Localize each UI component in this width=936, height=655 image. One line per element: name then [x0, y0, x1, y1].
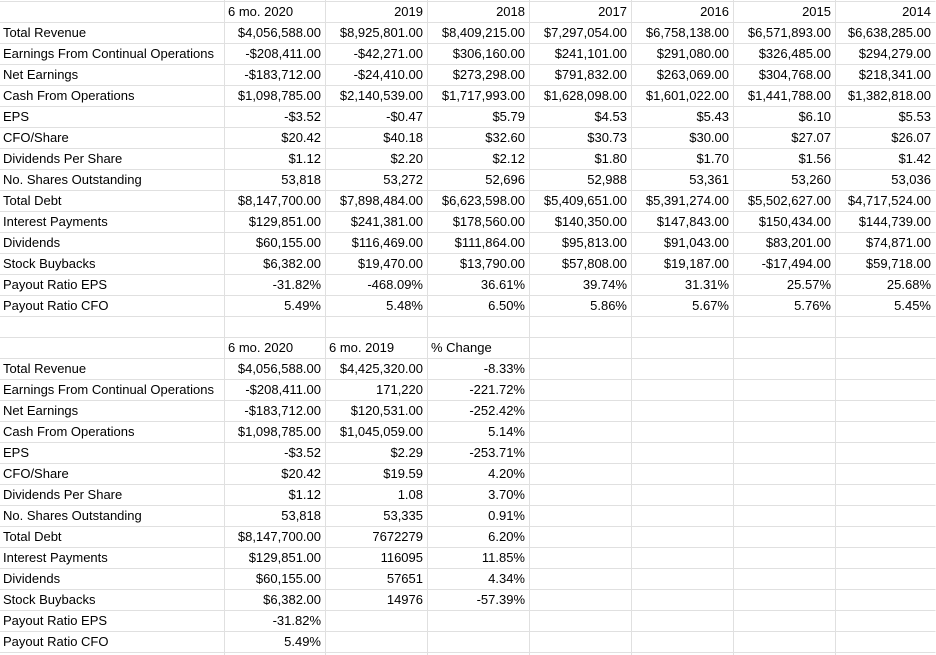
value-cell[interactable]: $1.70: [632, 149, 734, 170]
row-label[interactable]: Interest Payments: [0, 212, 225, 233]
empty-cell[interactable]: [836, 611, 936, 632]
value-cell[interactable]: $140,350.00: [530, 212, 632, 233]
row-label[interactable]: Payout Ratio CFO: [0, 296, 225, 317]
value-cell[interactable]: $4,056,588.00: [225, 23, 326, 44]
row-label[interactable]: Interest Payments: [0, 548, 225, 569]
value-cell[interactable]: -31.82%: [225, 611, 326, 632]
empty-cell[interactable]: [326, 317, 428, 338]
empty-cell[interactable]: [734, 443, 836, 464]
empty-cell[interactable]: [836, 422, 936, 443]
value-cell[interactable]: 52,988: [530, 170, 632, 191]
value-cell[interactable]: $7,898,484.00: [326, 191, 428, 212]
empty-cell[interactable]: [836, 485, 936, 506]
value-cell[interactable]: $218,341.00: [836, 65, 936, 86]
value-cell[interactable]: $5.79: [428, 107, 530, 128]
value-cell[interactable]: $1,717,993.00: [428, 86, 530, 107]
empty-cell[interactable]: [530, 359, 632, 380]
column-header[interactable]: 6 mo. 2019: [326, 338, 428, 359]
value-cell[interactable]: $13,790.00: [428, 254, 530, 275]
row-label[interactable]: EPS: [0, 107, 225, 128]
row-label[interactable]: Cash From Operations: [0, 86, 225, 107]
value-cell[interactable]: 5.67%: [632, 296, 734, 317]
value-cell[interactable]: $5.43: [632, 107, 734, 128]
row-label[interactable]: Earnings From Continual Operations: [0, 44, 225, 65]
value-cell[interactable]: 5.49%: [225, 296, 326, 317]
column-header[interactable]: 2019: [326, 2, 428, 23]
value-cell[interactable]: $83,201.00: [734, 233, 836, 254]
value-cell[interactable]: -468.09%: [326, 275, 428, 296]
value-cell[interactable]: $1.56: [734, 149, 836, 170]
value-cell[interactable]: $263,069.00: [632, 65, 734, 86]
value-cell[interactable]: $326,485.00: [734, 44, 836, 65]
value-cell[interactable]: $19.59: [326, 464, 428, 485]
value-cell[interactable]: 53,818: [225, 506, 326, 527]
value-cell[interactable]: $2.12: [428, 149, 530, 170]
empty-cell[interactable]: [734, 464, 836, 485]
row-label[interactable]: Earnings From Continual Operations: [0, 380, 225, 401]
empty-cell[interactable]: [836, 464, 936, 485]
value-cell[interactable]: $57,808.00: [530, 254, 632, 275]
value-cell[interactable]: $1.80: [530, 149, 632, 170]
value-cell[interactable]: 4.20%: [428, 464, 530, 485]
value-cell[interactable]: $1,628,098.00: [530, 86, 632, 107]
value-cell[interactable]: 31.31%: [632, 275, 734, 296]
empty-cell[interactable]: [836, 443, 936, 464]
empty-cell[interactable]: [734, 359, 836, 380]
value-cell[interactable]: $6,382.00: [225, 254, 326, 275]
value-cell[interactable]: 25.57%: [734, 275, 836, 296]
value-cell[interactable]: $6,382.00: [225, 590, 326, 611]
empty-cell[interactable]: [836, 548, 936, 569]
empty-cell[interactable]: [326, 632, 428, 653]
empty-cell[interactable]: [632, 443, 734, 464]
value-cell[interactable]: $19,187.00: [632, 254, 734, 275]
value-cell[interactable]: 53,036: [836, 170, 936, 191]
empty-cell[interactable]: [734, 380, 836, 401]
row-label[interactable]: EPS: [0, 443, 225, 464]
value-cell[interactable]: $1,098,785.00: [225, 422, 326, 443]
column-header[interactable]: 2015: [734, 2, 836, 23]
value-cell[interactable]: $2.29: [326, 443, 428, 464]
value-cell[interactable]: 5.86%: [530, 296, 632, 317]
value-cell[interactable]: $6,758,138.00: [632, 23, 734, 44]
empty-cell[interactable]: [530, 611, 632, 632]
row-label[interactable]: No. Shares Outstanding: [0, 506, 225, 527]
value-cell[interactable]: -$183,712.00: [225, 401, 326, 422]
empty-cell[interactable]: [632, 632, 734, 653]
empty-cell[interactable]: [734, 548, 836, 569]
empty-cell[interactable]: [530, 548, 632, 569]
value-cell[interactable]: $5,502,627.00: [734, 191, 836, 212]
value-cell[interactable]: $8,925,801.00: [326, 23, 428, 44]
column-header[interactable]: 2016: [632, 2, 734, 23]
row-label[interactable]: Stock Buybacks: [0, 590, 225, 611]
column-header[interactable]: % Change: [428, 338, 530, 359]
value-cell[interactable]: $1.12: [225, 149, 326, 170]
empty-cell[interactable]: [632, 317, 734, 338]
column-header[interactable]: 2014: [836, 2, 936, 23]
value-cell[interactable]: -253.71%: [428, 443, 530, 464]
value-cell[interactable]: 52,696: [428, 170, 530, 191]
empty-cell[interactable]: [632, 359, 734, 380]
value-cell[interactable]: -221.72%: [428, 380, 530, 401]
row-label[interactable]: CFO/Share: [0, 128, 225, 149]
value-cell[interactable]: 1.08: [326, 485, 428, 506]
value-cell[interactable]: $8,147,700.00: [225, 191, 326, 212]
value-cell[interactable]: 53,272: [326, 170, 428, 191]
value-cell[interactable]: -$208,411.00: [225, 380, 326, 401]
value-cell[interactable]: 5.48%: [326, 296, 428, 317]
empty-cell[interactable]: [632, 590, 734, 611]
empty-cell[interactable]: [632, 506, 734, 527]
value-cell[interactable]: $291,080.00: [632, 44, 734, 65]
value-cell[interactable]: 6.50%: [428, 296, 530, 317]
empty-cell[interactable]: [836, 569, 936, 590]
empty-cell[interactable]: [836, 401, 936, 422]
value-cell[interactable]: 53,335: [326, 506, 428, 527]
value-cell[interactable]: -$3.52: [225, 443, 326, 464]
row-label[interactable]: Stock Buybacks: [0, 254, 225, 275]
value-cell[interactable]: $91,043.00: [632, 233, 734, 254]
empty-cell[interactable]: [530, 506, 632, 527]
value-cell[interactable]: $30.73: [530, 128, 632, 149]
value-cell[interactable]: -$208,411.00: [225, 44, 326, 65]
row-label[interactable]: Dividends Per Share: [0, 149, 225, 170]
value-cell[interactable]: 25.68%: [836, 275, 936, 296]
value-cell[interactable]: $8,147,700.00: [225, 527, 326, 548]
empty-cell[interactable]: [632, 338, 734, 359]
value-cell[interactable]: $129,851.00: [225, 212, 326, 233]
row-label[interactable]: Payout Ratio EPS: [0, 275, 225, 296]
value-cell[interactable]: $129,851.00: [225, 548, 326, 569]
value-cell[interactable]: $95,813.00: [530, 233, 632, 254]
empty-cell[interactable]: [225, 317, 326, 338]
value-cell[interactable]: $1,045,059.00: [326, 422, 428, 443]
column-header[interactable]: 6 mo. 2020: [225, 338, 326, 359]
empty-cell[interactable]: [836, 506, 936, 527]
empty-cell[interactable]: [734, 422, 836, 443]
column-header[interactable]: 2018: [428, 2, 530, 23]
value-cell[interactable]: $27.07: [734, 128, 836, 149]
row-label[interactable]: Payout Ratio EPS: [0, 611, 225, 632]
empty-cell[interactable]: [0, 2, 225, 23]
empty-cell[interactable]: [734, 506, 836, 527]
empty-cell[interactable]: [326, 611, 428, 632]
empty-cell[interactable]: [632, 611, 734, 632]
empty-cell[interactable]: [0, 338, 225, 359]
empty-cell[interactable]: [428, 632, 530, 653]
value-cell[interactable]: $304,768.00: [734, 65, 836, 86]
row-label[interactable]: Dividends: [0, 569, 225, 590]
empty-cell[interactable]: [530, 338, 632, 359]
value-cell[interactable]: $1,441,788.00: [734, 86, 836, 107]
empty-cell[interactable]: [836, 632, 936, 653]
value-cell[interactable]: $273,298.00: [428, 65, 530, 86]
empty-cell[interactable]: [734, 527, 836, 548]
empty-cell[interactable]: [530, 422, 632, 443]
value-cell[interactable]: 0.91%: [428, 506, 530, 527]
value-cell[interactable]: $294,279.00: [836, 44, 936, 65]
empty-cell[interactable]: [530, 590, 632, 611]
empty-cell[interactable]: [530, 569, 632, 590]
value-cell[interactable]: $40.18: [326, 128, 428, 149]
empty-cell[interactable]: [836, 338, 936, 359]
value-cell[interactable]: $147,843.00: [632, 212, 734, 233]
empty-cell[interactable]: [530, 380, 632, 401]
value-cell[interactable]: $1,098,785.00: [225, 86, 326, 107]
value-cell[interactable]: $1.42: [836, 149, 936, 170]
value-cell[interactable]: $4.53: [530, 107, 632, 128]
value-cell[interactable]: -$0.47: [326, 107, 428, 128]
value-cell[interactable]: 5.45%: [836, 296, 936, 317]
value-cell[interactable]: $111,864.00: [428, 233, 530, 254]
empty-cell[interactable]: [734, 569, 836, 590]
value-cell[interactable]: 5.49%: [225, 632, 326, 653]
value-cell[interactable]: 36.61%: [428, 275, 530, 296]
value-cell[interactable]: $60,155.00: [225, 233, 326, 254]
value-cell[interactable]: $20.42: [225, 464, 326, 485]
empty-cell[interactable]: [632, 380, 734, 401]
empty-cell[interactable]: [836, 317, 936, 338]
row-label[interactable]: Total Revenue: [0, 359, 225, 380]
value-cell[interactable]: $2,140,539.00: [326, 86, 428, 107]
value-cell[interactable]: $1,382,818.00: [836, 86, 936, 107]
empty-cell[interactable]: [632, 548, 734, 569]
empty-cell[interactable]: [0, 317, 225, 338]
empty-cell[interactable]: [428, 611, 530, 632]
empty-cell[interactable]: [632, 401, 734, 422]
value-cell[interactable]: $4,425,320.00: [326, 359, 428, 380]
value-cell[interactable]: -57.39%: [428, 590, 530, 611]
value-cell[interactable]: $116,469.00: [326, 233, 428, 254]
value-cell[interactable]: $791,832.00: [530, 65, 632, 86]
row-label[interactable]: Net Earnings: [0, 401, 225, 422]
value-cell[interactable]: 4.34%: [428, 569, 530, 590]
value-cell[interactable]: -31.82%: [225, 275, 326, 296]
row-label[interactable]: Dividends Per Share: [0, 485, 225, 506]
value-cell[interactable]: $74,871.00: [836, 233, 936, 254]
value-cell[interactable]: $19,470.00: [326, 254, 428, 275]
empty-cell[interactable]: [530, 527, 632, 548]
value-cell[interactable]: 6.20%: [428, 527, 530, 548]
value-cell[interactable]: $178,560.00: [428, 212, 530, 233]
empty-cell[interactable]: [632, 422, 734, 443]
value-cell[interactable]: 116095: [326, 548, 428, 569]
row-label[interactable]: Dividends: [0, 233, 225, 254]
empty-cell[interactable]: [530, 632, 632, 653]
empty-cell[interactable]: [836, 590, 936, 611]
value-cell[interactable]: 39.74%: [530, 275, 632, 296]
empty-cell[interactable]: [734, 401, 836, 422]
empty-cell[interactable]: [428, 317, 530, 338]
empty-cell[interactable]: [530, 317, 632, 338]
empty-cell[interactable]: [530, 485, 632, 506]
row-label[interactable]: Total Debt: [0, 191, 225, 212]
value-cell[interactable]: 53,260: [734, 170, 836, 191]
empty-cell[interactable]: [836, 359, 936, 380]
empty-cell[interactable]: [632, 527, 734, 548]
value-cell[interactable]: $144,739.00: [836, 212, 936, 233]
empty-cell[interactable]: [836, 527, 936, 548]
value-cell[interactable]: $241,381.00: [326, 212, 428, 233]
value-cell[interactable]: $59,718.00: [836, 254, 936, 275]
value-cell[interactable]: 14976: [326, 590, 428, 611]
empty-cell[interactable]: [632, 464, 734, 485]
value-cell[interactable]: $20.42: [225, 128, 326, 149]
empty-cell[interactable]: [530, 464, 632, 485]
value-cell[interactable]: 53,818: [225, 170, 326, 191]
row-label[interactable]: Total Debt: [0, 527, 225, 548]
column-header[interactable]: 2017: [530, 2, 632, 23]
empty-cell[interactable]: [734, 632, 836, 653]
empty-cell[interactable]: [734, 590, 836, 611]
row-label[interactable]: Total Revenue: [0, 23, 225, 44]
value-cell[interactable]: $8,409,215.00: [428, 23, 530, 44]
row-label[interactable]: Cash From Operations: [0, 422, 225, 443]
value-cell[interactable]: -$183,712.00: [225, 65, 326, 86]
value-cell[interactable]: -$42,271.00: [326, 44, 428, 65]
value-cell[interactable]: $4,717,524.00: [836, 191, 936, 212]
value-cell[interactable]: $1.12: [225, 485, 326, 506]
value-cell[interactable]: 5.14%: [428, 422, 530, 443]
empty-cell[interactable]: [734, 611, 836, 632]
empty-cell[interactable]: [530, 401, 632, 422]
value-cell[interactable]: $120,531.00: [326, 401, 428, 422]
value-cell[interactable]: -$3.52: [225, 107, 326, 128]
value-cell[interactable]: $150,434.00: [734, 212, 836, 233]
value-cell[interactable]: $5,409,651.00: [530, 191, 632, 212]
empty-cell[interactable]: [836, 380, 936, 401]
value-cell[interactable]: $241,101.00: [530, 44, 632, 65]
row-label[interactable]: Net Earnings: [0, 65, 225, 86]
empty-cell[interactable]: [530, 443, 632, 464]
column-header[interactable]: 6 mo. 2020: [225, 2, 326, 23]
value-cell[interactable]: $6,571,893.00: [734, 23, 836, 44]
value-cell[interactable]: 3.70%: [428, 485, 530, 506]
value-cell[interactable]: $1,601,022.00: [632, 86, 734, 107]
value-cell[interactable]: $7,297,054.00: [530, 23, 632, 44]
value-cell[interactable]: -$17,494.00: [734, 254, 836, 275]
value-cell[interactable]: 171,220: [326, 380, 428, 401]
value-cell[interactable]: -$24,410.00: [326, 65, 428, 86]
value-cell[interactable]: $6,623,598.00: [428, 191, 530, 212]
value-cell[interactable]: $5,391,274.00: [632, 191, 734, 212]
row-label[interactable]: No. Shares Outstanding: [0, 170, 225, 191]
value-cell[interactable]: $5.53: [836, 107, 936, 128]
empty-cell[interactable]: [632, 569, 734, 590]
value-cell[interactable]: 53,361: [632, 170, 734, 191]
value-cell[interactable]: 57651: [326, 569, 428, 590]
empty-cell[interactable]: [734, 485, 836, 506]
value-cell[interactable]: 11.85%: [428, 548, 530, 569]
value-cell[interactable]: $306,160.00: [428, 44, 530, 65]
value-cell[interactable]: $30.00: [632, 128, 734, 149]
value-cell[interactable]: -8.33%: [428, 359, 530, 380]
empty-cell[interactable]: [734, 338, 836, 359]
value-cell[interactable]: $32.60: [428, 128, 530, 149]
empty-cell[interactable]: [632, 485, 734, 506]
row-label[interactable]: Payout Ratio CFO: [0, 632, 225, 653]
value-cell[interactable]: 5.76%: [734, 296, 836, 317]
value-cell[interactable]: $60,155.00: [225, 569, 326, 590]
value-cell[interactable]: -252.42%: [428, 401, 530, 422]
value-cell[interactable]: 7672279: [326, 527, 428, 548]
row-label[interactable]: CFO/Share: [0, 464, 225, 485]
empty-cell[interactable]: [734, 317, 836, 338]
value-cell[interactable]: $6,638,285.00: [836, 23, 936, 44]
value-cell[interactable]: $6.10: [734, 107, 836, 128]
value-cell[interactable]: $4,056,588.00: [225, 359, 326, 380]
value-cell[interactable]: $2.20: [326, 149, 428, 170]
value-cell[interactable]: $26.07: [836, 128, 936, 149]
